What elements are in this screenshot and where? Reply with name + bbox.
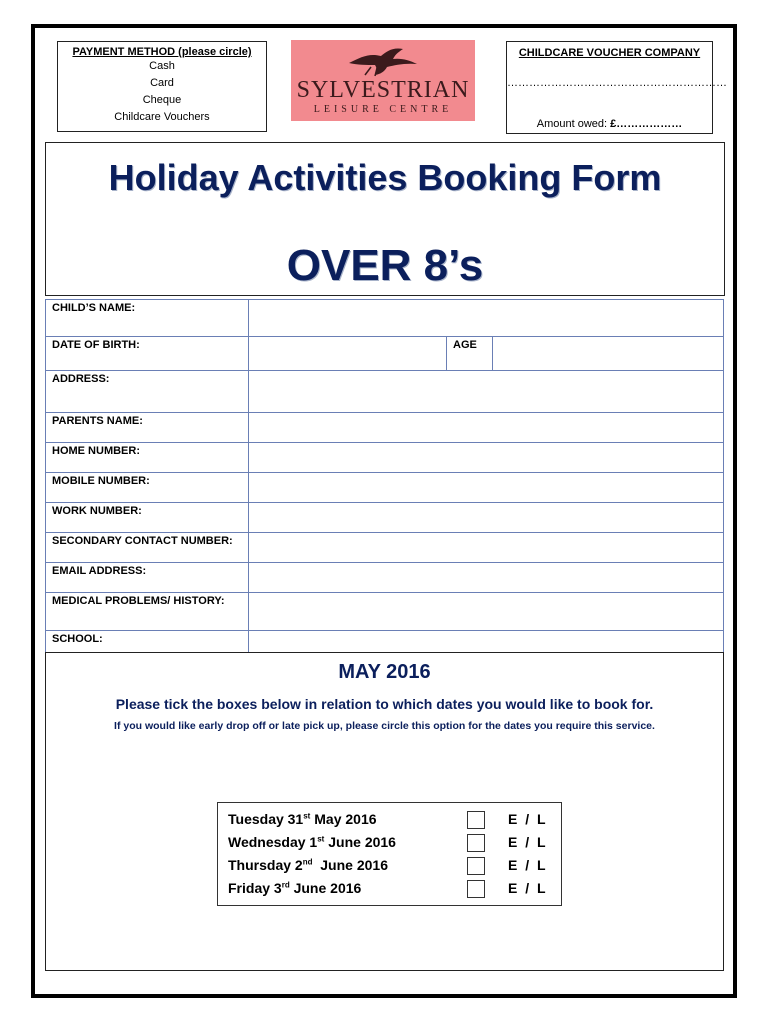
home-number-field[interactable] <box>249 443 724 473</box>
work-number-label: WORK NUMBER: <box>46 503 249 533</box>
early-late-option[interactable]: E / L <box>508 880 548 896</box>
amount-owed <box>507 118 712 130</box>
date-checkbox[interactable] <box>467 834 485 852</box>
voucher-box <box>506 41 727 134</box>
table-row <box>46 563 724 593</box>
booking-dates-box <box>45 652 724 971</box>
early-late-option[interactable]: E / L <box>508 811 548 827</box>
payment-method-box <box>57 41 267 132</box>
table-row <box>46 533 724 563</box>
payment-option-vouchers[interactable]: Childcare Vouchers <box>114 111 210 123</box>
age-label: AGE <box>447 337 493 371</box>
booking-month: MAY 2016 <box>338 661 431 683</box>
parents-name-label: PARENTS NAME: <box>46 413 249 443</box>
early-late-option[interactable]: E / L <box>508 857 548 873</box>
medical-label: MEDICAL PROBLEMS/ HISTORY: <box>46 593 249 631</box>
date-row <box>228 857 558 881</box>
table-row <box>46 473 724 503</box>
amount-owed-label: Amount owed: <box>536 118 608 130</box>
email-label: EMAIL ADDRESS: <box>46 563 249 593</box>
early-late-option[interactable]: E / L <box>508 834 548 850</box>
table-row <box>46 593 724 631</box>
date-label: Friday 3rd June 2016 <box>228 880 362 896</box>
table-row <box>46 413 724 443</box>
booking-sub-instruction: If you would like early drop off or late pick up, please circle this option for the dates you require this service. <box>114 720 655 732</box>
payment-option-card[interactable]: Card <box>150 77 174 89</box>
sylvestrian-logo <box>291 40 475 121</box>
voucher-company-field[interactable]: …………………………………………………… <box>507 77 727 89</box>
title-box <box>45 142 725 296</box>
child-name-label: CHILD’S NAME: <box>46 300 249 337</box>
date-checkbox[interactable] <box>467 811 485 829</box>
date-checkbox[interactable] <box>467 857 485 875</box>
child-name-field[interactable] <box>249 300 724 337</box>
voucher-heading: CHILDCARE VOUCHER COMPANY <box>518 47 701 59</box>
table-row <box>46 337 724 371</box>
date-row <box>228 880 558 904</box>
home-number-label: HOME NUMBER: <box>46 443 249 473</box>
bird-logo-icon <box>347 43 419 77</box>
date-row <box>228 834 558 858</box>
table-row <box>46 300 724 337</box>
form-subtitle-age: OVER 8’s <box>286 241 484 290</box>
dates-table <box>217 802 562 906</box>
table-row <box>46 503 724 533</box>
parents-name-field[interactable] <box>249 413 724 443</box>
logo-name: SYLVESTRIAN <box>296 77 470 103</box>
address-label: ADDRESS: <box>46 371 249 413</box>
amount-owed-field[interactable]: £……………… <box>610 118 683 130</box>
age-field[interactable] <box>493 337 724 371</box>
logo-subtitle: LEISURE CENTRE <box>313 104 453 115</box>
booking-instruction: Please tick the boxes below in relation to which dates you would like to book for. <box>115 696 654 712</box>
date-label: Tuesday 31st May 2016 <box>228 811 377 827</box>
school-label: SCHOOL: <box>46 631 249 661</box>
medical-field[interactable] <box>249 593 724 631</box>
payment-method-heading: PAYMENT METHOD (please circle) <box>72 46 252 58</box>
work-number-field[interactable] <box>249 503 724 533</box>
payment-option-cash[interactable]: Cash <box>149 60 175 72</box>
secondary-contact-field[interactable] <box>249 533 724 563</box>
secondary-contact-label: SECONDARY CONTACT NUMBER: <box>46 533 249 563</box>
date-checkbox[interactable] <box>467 880 485 898</box>
table-row <box>46 371 724 413</box>
form-title: Holiday Activities Booking Form <box>108 157 662 198</box>
table-row <box>46 443 724 473</box>
dob-label: DATE OF BIRTH: <box>46 337 249 371</box>
details-table <box>45 299 724 661</box>
mobile-number-label: MOBILE NUMBER: <box>46 473 249 503</box>
date-row <box>228 811 558 835</box>
date-label: Wednesday 1st June 2016 <box>228 834 396 850</box>
payment-option-cheque[interactable]: Cheque <box>142 94 182 106</box>
dob-field[interactable] <box>249 337 447 371</box>
address-field[interactable] <box>249 371 724 413</box>
email-field[interactable] <box>249 563 724 593</box>
date-label: Thursday 2nd June 2016 <box>228 857 388 873</box>
mobile-number-field[interactable] <box>249 473 724 503</box>
